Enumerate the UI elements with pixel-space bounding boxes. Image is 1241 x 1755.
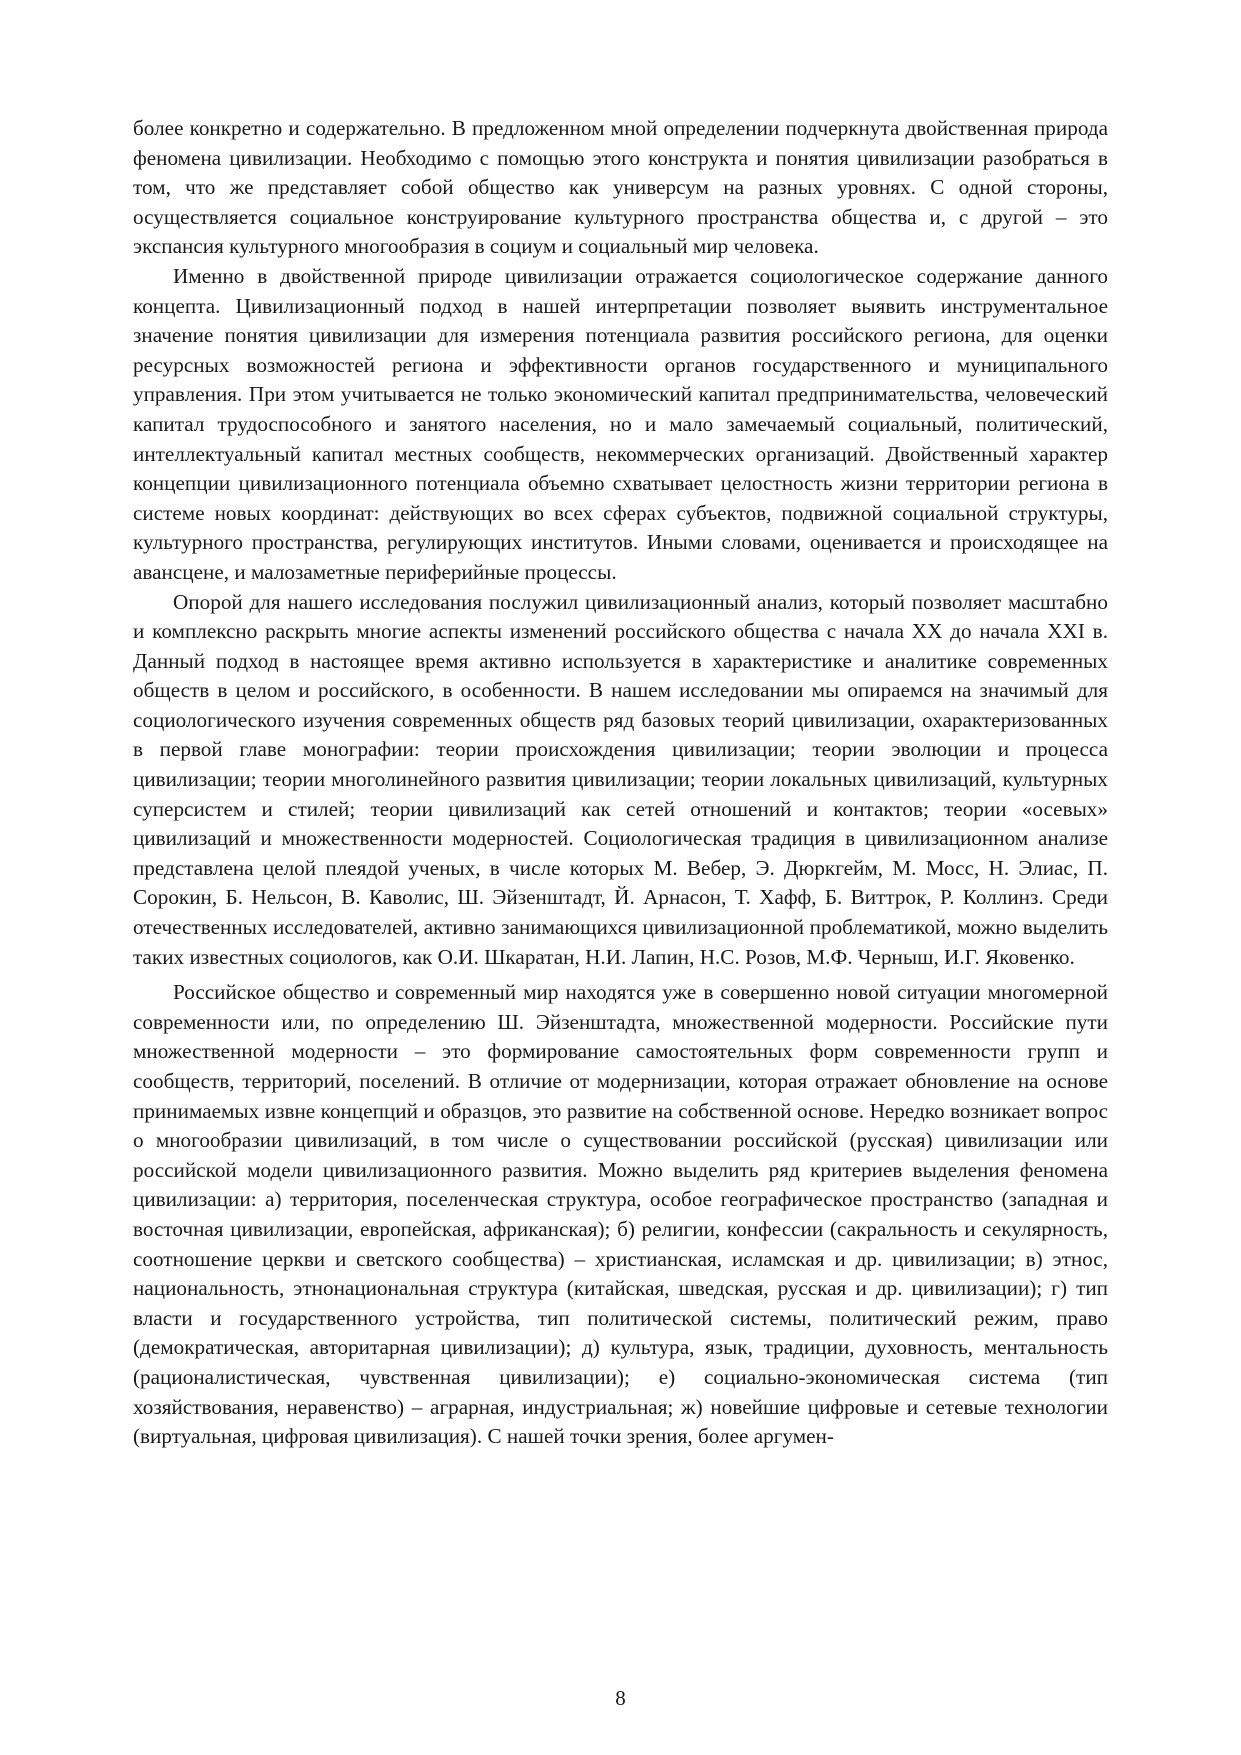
paragraph-2: Именно в двойственной природе цивилизации отражается социологическое содержание данного концепта. Цивилизационный подход в нашей интерпретации позволяет выявить инструментальное значение понятия цивилизации для измерения потенциала развития российского региона, для оценки ресурсных возможностей региона и эффективности органов государственного и муниципального управления. При этом учитывается не только экономический капитал предпринимательства, человеческий капитал трудоспособного и занятого населения, но и мало замечаемый социальный, политический, интеллектуальный капитал местных сообществ, некоммерческих организаций. Двойственный характер концепции цивилизационного потенциала объемно схватывает целостность жизни территории региона в системе новых координат: действующих во всех сферах субъектов, подвижной социальной структуры, культурного пространства, регулирующих институтов. Иными словами, оценивается и происходящее на авансцене, и малозаметные периферийные процессы.	[133, 263, 1108, 584]
page-number: 8	[615, 1686, 626, 1710]
paragraph-3: Опорой для нашего исследования послужил цивилизационный анализ, который позволяет масштабно и комплексно раскрыть многие аспекты изменений российского общества с начала XX до начала XXI в. Данный подход в настоящее время активно используется в характеристике и аналитике современных обществ в целом и российского, в особенности. В нашем исследовании мы опираемся на значимый для социологического изучения современных обществ ряд базовых теорий цивилизации, охарактеризованных в первой главе монографии: теории происхождения цивилизации; теории эволюции и процесса цивилизации; теории многолинейного развития цивилизации; теории локальных цивилизаций, культурных суперсистем и стилей; теории цивилизаций как сетей отношений и контактов; теории «осевых» цивилизаций и множественности модерностей. Социологическая традиция в цивилизационном анализе представлена целой плеядой ученых, в числе которых М. Вебер, Э. Дюркгейм, М. Мосс, Н. Элиас, П. Сорокин, Б. Нельсон, В. Каволис, Ш. Эйзенштадт, Й. Арнасон, Т. Хафф, Б. Виттрок, Р. Коллинз. Среди отечественных исследователей, активно занимающихся цивилизационной проблематикой, можно выделить таких известных социологов, как О.И. Шкаратан, Н.И. Лапин, Н.С. Розов, М.Ф. Черныш, И.Г. Яковенко.	[133, 589, 1108, 969]
paragraph-1: более конкретно и содержательно. В предложенном мной определении подчеркнута двойственная природа феномена цивилизации. Необходимо с помощью этого конструкта и понятия цивилизации разобраться в том, что же представляет собой общество как универсум на разных уровнях. С одной стороны, осуществляется социальное конструирование культурного пространства общества и, с другой – это экспансия культурного многообразия в социум и социальный мир человека.	[133, 116, 1108, 259]
paragraph-4: Российское общество и современный мир находятся уже в совершенно новой ситуации многомерной современности или, по определению Ш. Эйзенштадта, множественной модерности. Российские пути множественной модерности – это формирование самостоятельных форм современности групп и сообществ, территорий, поселений. В отличие от модернизации, которая отражает обновление на основе принимаемых извне концепций и образцов, это развитие на собственной основе. Нередко возникает вопрос о многообразии цивилизаций, в том числе о существовании российской (русская) цивилизации или российской модели цивилизационного развития. Можно выделить ряд критериев выделения феномена цивилизации: а) территория, поселенческая структура, особое географическое пространство (западная и восточная цивилизации, европейская, африканская); б) религии, конфессии (сакральность и секулярность, соотношение церкви и светского сообщества) – христианская, исламская и др. цивилизации; в) этнос, национальность, этнонациональная структура (китайская, шведская, русская и др. цивилизации); г) тип власти и государственного устройства, тип политической системы, политический режим, право (демократическая, авторитарная цивилизации); д) культура, язык, традиции, духовность, ментальность (рационалистическая, чувственная цивилизации); е) социально-экономическая система (тип хозяйствования, неравенство) – аграрная, индустриальная; ж) новейшие цифровые и сетевые технологии (виртуальная, цифровая цивилизация). С нашей точки зрения, более аргумен-	[133, 980, 1108, 1449]
page-body	[133, 114, 1108, 1452]
